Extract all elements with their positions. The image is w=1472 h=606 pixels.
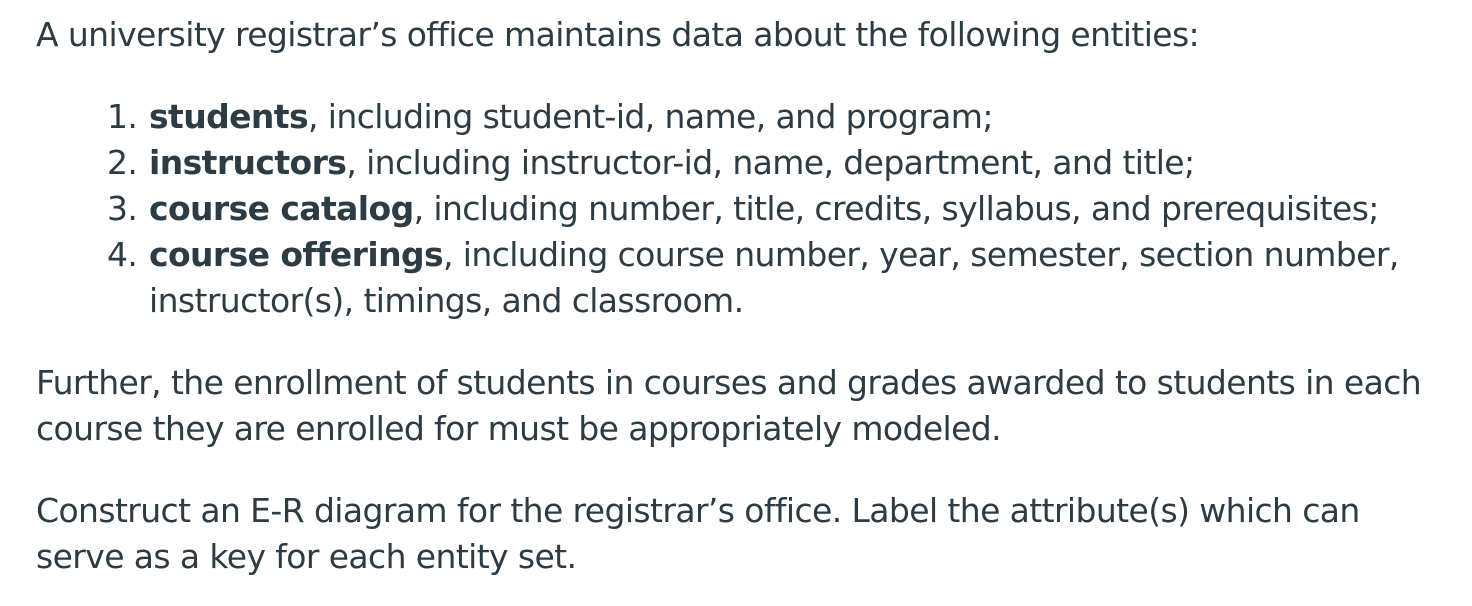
entity-description: , including instructor-id, name, department, and title; <box>346 143 1195 182</box>
list-item <box>107 94 1456 140</box>
problem-statement <box>36 12 1456 580</box>
entity-name: instructors <box>149 143 347 182</box>
entity-name: course offerings <box>149 235 444 274</box>
list-number: 2. <box>107 143 138 182</box>
list-number: 4. <box>107 235 138 274</box>
intro-text: A university registrar’s office maintains data about the following entities: <box>36 15 1200 54</box>
enrollment-paragraph: Further, the enrollment of students in courses and grades awarded to students in each course they are enrolled for must be appropriately modeled. <box>36 363 1422 448</box>
entity-description: , including student-id, name, and program; <box>308 97 993 136</box>
task-paragraph: Construct an E-R diagram for the registrar’s office. Label the attribute(s) which can serve as a key for each entity set. <box>36 491 1360 576</box>
list-number: 3. <box>107 189 138 228</box>
list-item <box>107 140 1456 186</box>
list-item <box>107 186 1456 232</box>
entity-description: , including number, title, credits, syllabus, and prerequisites; <box>413 189 1379 228</box>
entity-name: course catalog <box>149 189 414 228</box>
list-item <box>107 232 1456 324</box>
entity-list <box>36 94 1456 324</box>
list-number: 1. <box>107 97 138 136</box>
entity-description: , including course number, year, semester, section number, instructor(s), timings, and classroom. <box>149 235 1399 320</box>
entity-name: students <box>149 97 309 136</box>
